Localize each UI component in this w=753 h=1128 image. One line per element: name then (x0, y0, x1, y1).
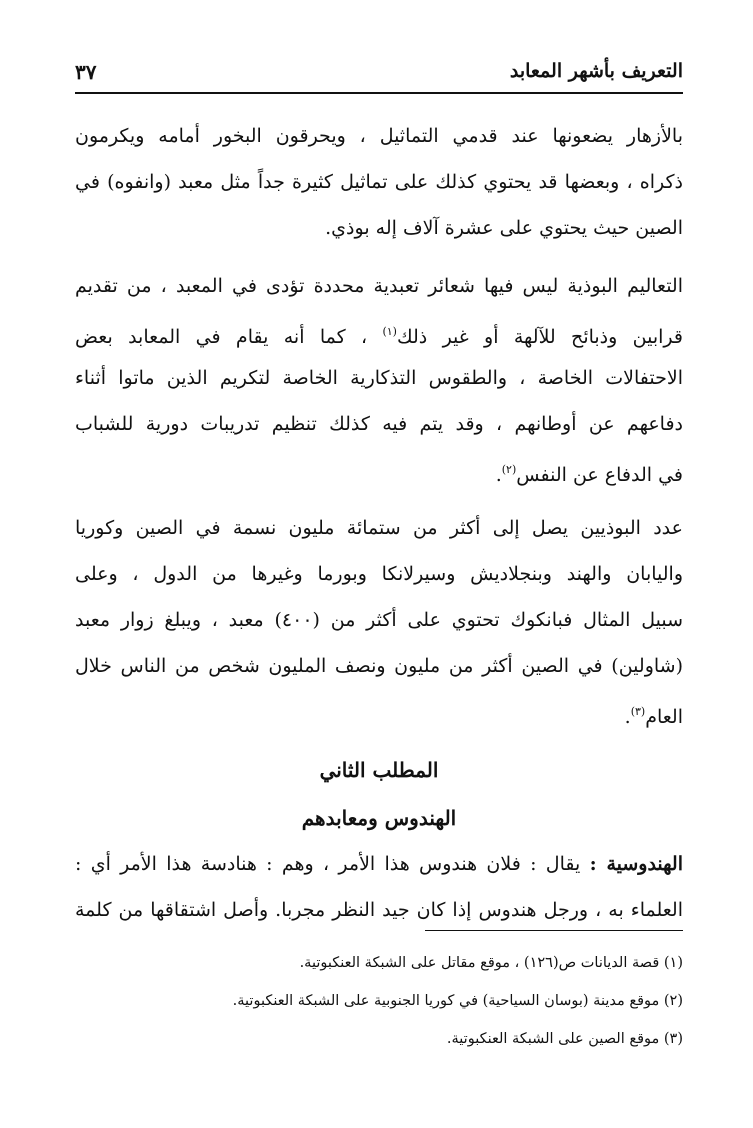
line-text: قرابين وذبائح للآلهة أو غير ذلك (396, 326, 683, 348)
running-title: التعريف بأشهر المعابد (509, 60, 683, 82)
footnote-ref[interactable]: (٣) (630, 705, 646, 718)
footnote-divider (425, 930, 683, 931)
header-divider (75, 92, 683, 94)
footnote-ref[interactable]: (١) (382, 325, 397, 338)
text-line: واليابان والهند وبنجلاديش وسيرلانكا وبورما وغيرها من الدول ، وعلى (75, 563, 683, 585)
line-text: العام (645, 706, 683, 728)
page-number: ٣٧ (75, 60, 97, 84)
line-text: . (495, 464, 502, 486)
text-line: ذكراه ، وبعضها قد يحتوي كذلك على تماثيل كثيرة جداً مثل معبد (وانفوه) في (75, 171, 683, 193)
section-subtitle: الهندوس ومعابدهم (301, 806, 457, 830)
text-line: العلماء به ، ورجل هندوس إذا كان جيد النظر مجربا. وأصل اشتقاقها من كلمة (75, 899, 683, 921)
line-text: . (624, 706, 631, 728)
text-line (75, 309, 683, 355)
line-text: يقال : فلان هندوس هذا الأمر ، وهم : هنادسة هذا الأمر أي : (75, 853, 590, 875)
running-header (75, 58, 683, 92)
footnotes (75, 944, 683, 1058)
text-line (75, 447, 683, 493)
footnote: (٢) موقع مدينة (بوسان السياحية) في كوريا الجنوبية على الشبكة العنكبوتية. (232, 993, 683, 1009)
line-text: ، كما أنه يقام في المعابد بعض (75, 326, 383, 348)
text-line: الاحتفالات الخاصة ، والطقوس التذكارية الخاصة لتكريم الذين ماتوا أثناء (75, 367, 683, 389)
text-line (75, 841, 683, 887)
text-line: الصين حيث يحتوي على عشرة آلاف إله بوذي. (325, 217, 683, 239)
text-line: عدد البوذيين يصل إلى أكثر من ستمائة مليون نسمة في الصين وكوريا (75, 517, 683, 539)
text-line: سبيل المثال فبانكوك تحتوي على أكثر من (٤٠٠) معبد ، ويبلغ زوار معبد (75, 609, 683, 631)
text-line: دفاعهم عن أوطانهم ، وقد يتم فيه كذلك تنظيم تدريبات دورية للشباب (75, 413, 683, 435)
text-line (75, 689, 683, 735)
text-line: التعاليم البوذية ليس فيها شعائر تعبدية محددة تؤدى في المعبد ، من تقديم (75, 275, 683, 297)
section-title: المطلب الثاني (319, 758, 439, 782)
defined-term: الهندوسية : (589, 853, 683, 875)
line-text: في الدفاع عن النفس (516, 464, 683, 486)
text-line: بالأزهار يضعونها عند قدمي التماثيل ، ويحرقون البخور أمامه ويكرمون (75, 125, 683, 147)
text-line: (شاولين) في الصين أكثر من مليون ونصف المليون شخص من الناس خلال (75, 655, 683, 677)
footnote: (١) قصة الديانات ص(١٢٦) ، موقع مقاتل على الشبكة العنكبوتية. (299, 955, 683, 971)
footnote: (٣) موقع الصين على الشبكة العنكبوتية. (446, 1031, 683, 1047)
main-text (75, 113, 683, 933)
footnote-ref[interactable]: (٢) (501, 463, 517, 476)
